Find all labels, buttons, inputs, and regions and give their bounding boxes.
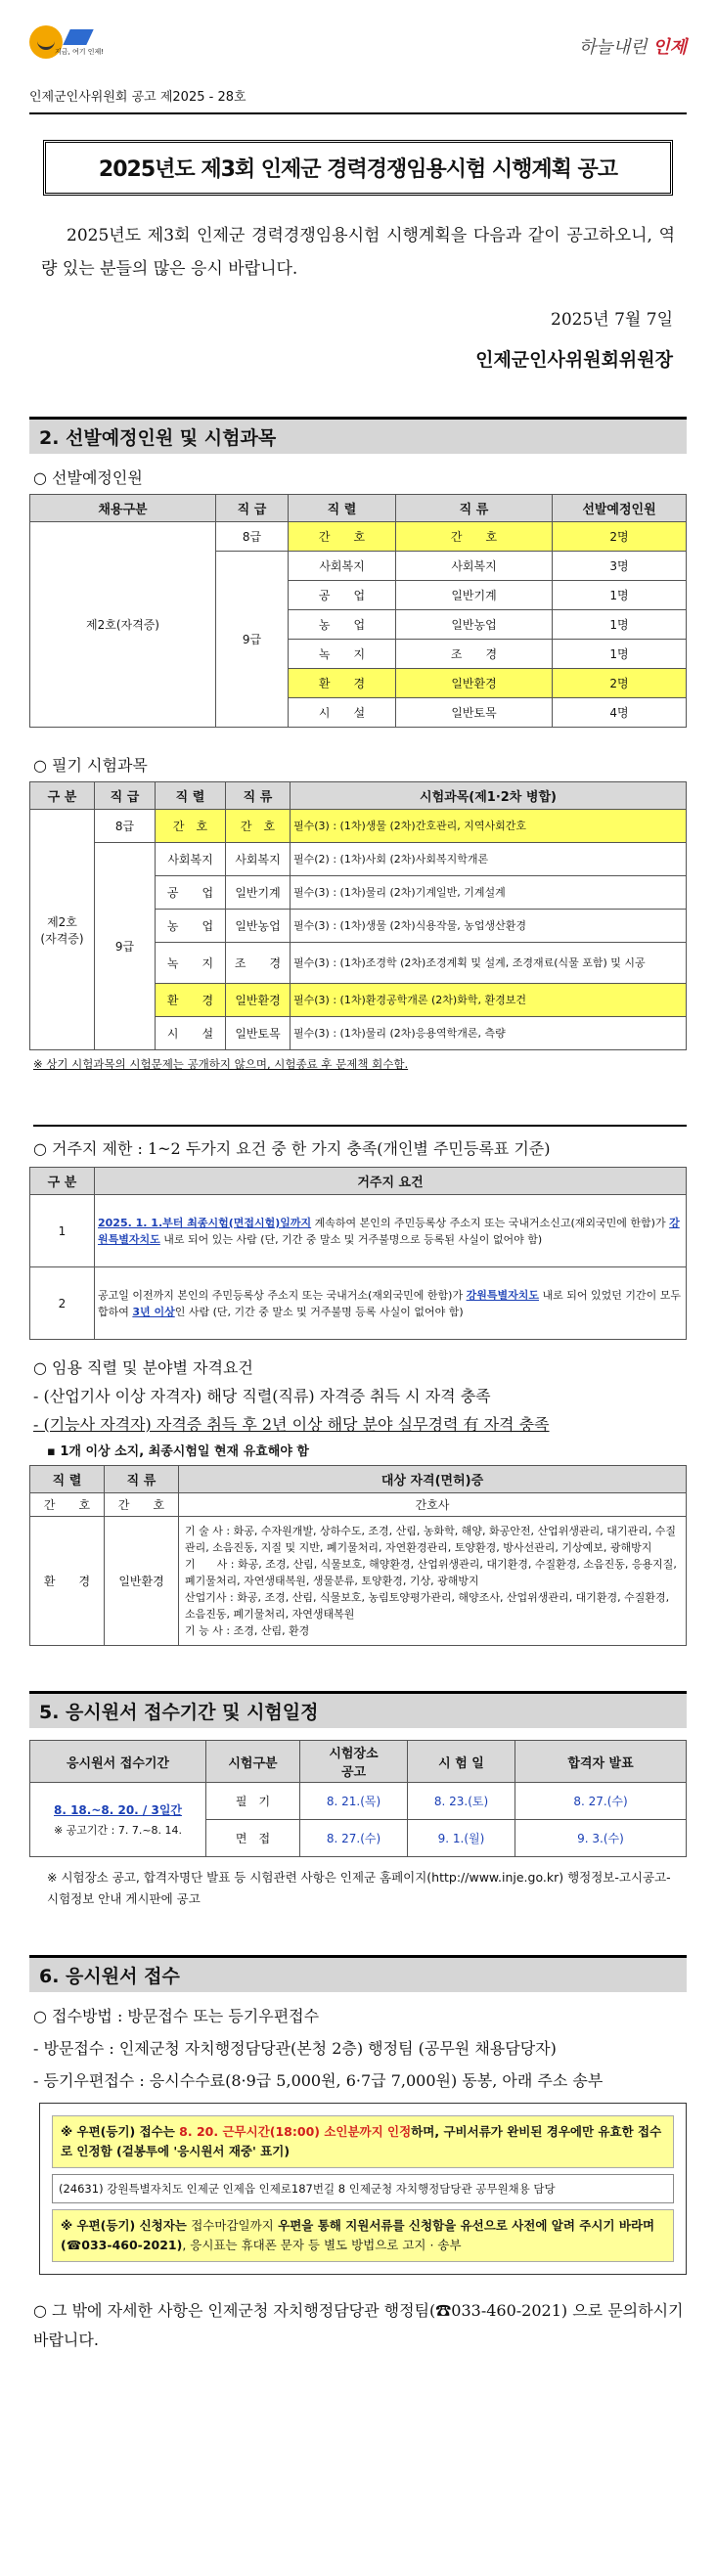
table-cell: 일반토목 — [226, 1017, 291, 1050]
table-header: 직 급 — [95, 782, 156, 810]
mail-contact-note — [52, 2209, 674, 2262]
table-cell: 제2호(자격증) — [30, 522, 216, 728]
subjects-table — [29, 781, 687, 1050]
table-cell: 1 — [30, 1195, 95, 1267]
table-cell: 간 호 — [30, 1493, 105, 1517]
table-cell: 일반환경 — [226, 984, 291, 1017]
table-cell: 필수(3) : (1차)생물 (2차)간호관리, 지역사회간호 — [291, 810, 687, 843]
table-cell: 일반토목 — [396, 698, 553, 728]
text: 접수마감일까지 — [191, 2218, 274, 2233]
table-header: 직 렬 — [289, 495, 396, 522]
table-header: 직 류 — [105, 1466, 179, 1493]
intro-text: 2025년도 제3회 인제군 경력경쟁임용시험 시행계획을 다음과 같이 공고하오니, 역량 있는 분들의 많은 응시 바랍니다. — [41, 226, 675, 279]
table-cell — [179, 1517, 687, 1646]
cert-line: 산업기사 : 화공, 조경, 산림, 식물보호, 농림토양평가관리, 해양조사, 산업위생관리, 대기환경, 수질환경, 소음진동, 폐기물처리, 자연생태복원 — [185, 1591, 670, 1621]
table-cell: 일반환경 — [396, 669, 553, 698]
date-range: 2025. 1. 1.부터 최종시험(면접시험)일까지 — [98, 1216, 312, 1229]
mail-notice-box — [39, 2103, 687, 2275]
table-cell: 농 업 — [289, 610, 396, 640]
table-header: 대상 자격(면허)증 — [179, 1466, 687, 1493]
table-cell: 간 호 — [105, 1493, 179, 1517]
table-cell: 환 경 — [156, 984, 226, 1017]
table-cell: 사회복지 — [289, 552, 396, 581]
notice-number: 인제군인사위원회 공고 제2025 - 28호 — [29, 86, 687, 114]
table-cell: 2명 — [553, 669, 687, 698]
letterhead — [29, 0, 687, 61]
table-cell: 조 경 — [226, 943, 291, 984]
mail-deadline-note — [52, 2115, 674, 2168]
apply-line: - 등기우편접수 : 응시수수료(8·9급 5,000원, 6·7급 7,000원) 동봉, 아래 주소 송부 — [33, 2071, 604, 2090]
region: 강원특별자치도 — [98, 1216, 680, 1246]
table-cell: 시 설 — [289, 698, 396, 728]
table-cell: 1명 — [553, 640, 687, 669]
qual-line: - (기능사 자격자) 자격증 취득 후 2년 이상 해당 분야 실무경력 有 자격 충족 — [33, 1415, 550, 1434]
text: 계속하여 본인의 주민등록상 주소지 또는 국내거소신고(재외국민에 한함)가 — [311, 1216, 670, 1229]
table-cell: 간 호 — [156, 810, 226, 843]
apply-line: ○ 접수방법 : 방문접수 또는 등기우편접수 — [33, 2007, 320, 2025]
cert-line: 기 사 : 화공, 조경, 산림, 식물보호, 해양환경, 산업위생관리, 대기환경, 수질환경, 소음진동, 응용지질, 폐기물처리, 자연생태복원, 생물분류, 토양환경, 기상, 광해방지 — [185, 1558, 677, 1587]
table-cell: 9. 1.(월) — [408, 1820, 515, 1857]
table-cell: 조 경 — [396, 640, 553, 669]
table-header: 직 류 — [396, 495, 553, 522]
table-header: 선발예정인원 — [553, 495, 687, 522]
section-heading: 5. 응시원서 접수기간 및 시험일정 — [29, 1691, 687, 1728]
table-header: 시 험 일 — [408, 1741, 515, 1783]
table-cell: 사회복지 — [396, 552, 553, 581]
table-cell: 일반농업 — [226, 910, 291, 943]
table-cell: 면 접 — [206, 1820, 300, 1857]
section-heading: 2. 선발예정인원 및 시험과목 — [29, 417, 687, 454]
table-cell — [95, 1195, 687, 1267]
table-cell: 사회복지 — [156, 843, 226, 876]
subheading: ○ 선발예정인원 — [33, 468, 143, 487]
table-cell: 사회복지 — [226, 843, 291, 876]
table-cell: 8. 23.(토) — [408, 1783, 515, 1820]
exam-note: ※ 상기 시험과목의 시험문제는 공개하지 않으며, 시험종료 후 문제책 회수함. — [33, 1057, 409, 1071]
schedule-note: ※ 시험장소 공고, 합격자명단 발표 등 시험관련 사항은 인제군 홈페이지(http://www.inje.go.kr) 행정정보-고시공고-시험정보 안내 게시판에 공고 — [47, 1870, 671, 1906]
cert-line: 기 술 사 : 화공, 수자원개발, 상하수도, 조경, 산림, 농화학, 해양, 화공안전, 산업위생관리, 대기관리, 수질관리, 소음진동, 지질 및 지반, 폐기물처리, 자연환경관리, 토양환경, 방사선관리, 기상예보, 광해방지 — [185, 1525, 677, 1554]
table-cell: 2 — [30, 1267, 95, 1340]
table-cell: 필수(3) : (1차)생물 (2차)식용작물, 농업생산환경 — [291, 910, 687, 943]
text: 인 사람 (단, 기간 중 말소 및 거주불명 등록 사실이 없어야 함) — [174, 1305, 464, 1318]
table-header: 거주지 요건 — [95, 1168, 687, 1195]
table-header: 시험장소 공고 — [300, 1741, 408, 1783]
qual-line: - (산업기사 이상 자격자) 해당 직렬(직류) 자격증 취득 시 자격 충족 — [33, 1387, 491, 1405]
qual-bullet: ▪ 1개 이상 소지, 최종시험일 현재 유효해야 함 — [47, 1444, 309, 1459]
text: 내로 되어 있는 사람 (단, 기간 중 말소 및 거주불명으로 등록된 사실이 없어야 함) — [159, 1232, 543, 1246]
table-cell: 농 업 — [156, 910, 226, 943]
table-header: 직 렬 — [30, 1466, 105, 1493]
schedule-table — [29, 1740, 687, 1857]
table-cell: 간 호 — [289, 522, 396, 552]
table-cell: 8. 27.(수) — [300, 1820, 408, 1857]
text: 우편을 통해 지원서류를 신청함을 유선으로 사전에 알려 주시기 바라며(☎033-460-2021) — [61, 2218, 655, 2252]
closing-text: ○ 그 밖에 자세한 사항은 인제군청 자치행정담당관 행정팀(☎033-460-2021) 으로 문의하시기 바랍니다. — [33, 2301, 684, 2349]
table-cell: 8. 21.(목) — [300, 1783, 408, 1820]
deadline: 8. 20. 근무시간(18:00) 소인분까지 인정 — [179, 2124, 412, 2139]
text: 공고일 이전까지 본인의 주민등록상 주소지 또는 국내거소(재외국민에 한함)가 — [98, 1288, 467, 1302]
table-header: 채용구분 — [30, 495, 216, 522]
table-cell: 일반기계 — [396, 581, 553, 610]
table-cell: 4명 — [553, 698, 687, 728]
table-header: 합격자 발표 — [515, 1741, 687, 1783]
table-cell — [30, 1783, 206, 1857]
table-header: 시험과목(제1·2차 병합) — [291, 782, 687, 810]
section-heading: 6. 응시원서 접수 — [29, 1955, 687, 1992]
table-cell: 9급 — [95, 843, 156, 1050]
text: ※ 우편(등기) 접수는 — [61, 2124, 180, 2139]
table-cell: 8급 — [95, 810, 156, 843]
table-cell: 필수(3) : (1차)환경공학개론 (2차)화학, 환경보건 — [291, 984, 687, 1017]
table-cell: 9급 — [216, 552, 289, 728]
table-cell: 환 경 — [30, 1517, 105, 1646]
table-header: 구 분 — [30, 1168, 95, 1195]
table-cell: 간호사 — [179, 1493, 687, 1517]
table-header: 시험구분 — [206, 1741, 300, 1783]
table-cell: 1명 — [553, 610, 687, 640]
subheading: ○ 필기 시험과목 — [33, 756, 148, 775]
subheading: ○ 임용 직렬 및 분야별 자격요건 — [33, 1358, 253, 1377]
issuer: 인제군인사위원회위원장 — [475, 349, 673, 371]
table-cell: 필수(3) : (1차)물리 (2차)응용역학개론, 측량 — [291, 1017, 687, 1050]
page-title: 2025년도 제3회 인제군 경력경쟁임용시험 시행계획 공고 — [43, 140, 673, 196]
table-cell: 간 호 — [396, 522, 553, 552]
table-cell: 녹 지 — [156, 943, 226, 984]
table-cell: 필수(3) : (1차)조경학 (2차)조경계획 및 설계, 조경재료(식물 포함) 및 시공 — [291, 943, 687, 984]
table-cell: 필수(3) : (1차)물리 (2차)기계일반, 기계설계 — [291, 876, 687, 910]
text: ※ 우편(등기) 신청자는 — [61, 2218, 192, 2233]
table-header: 응시원서 접수기간 — [30, 1741, 206, 1783]
table-cell: 녹 지 — [289, 640, 396, 669]
apply-line: - 방문접수 : 인제군청 자치행정담당관(본청 2층) 행정팀 (공무원 채용담당자) — [33, 2039, 557, 2058]
table-cell: 일반농업 — [396, 610, 553, 640]
table-cell: 8. 27.(수) — [515, 1783, 687, 1820]
table-cell: 일반환경 — [105, 1517, 179, 1646]
notice-date: 2025년 7월 7일 — [551, 310, 673, 330]
table-header: 직 류 — [226, 782, 291, 810]
table-cell: 환 경 — [289, 669, 396, 698]
qualification-table — [29, 1465, 687, 1646]
recruitment-table — [29, 494, 687, 728]
table-cell: 제2호 (자격증) — [30, 810, 95, 1050]
cert-line: 기 능 사 : 조경, 산림, 환경 — [185, 1624, 310, 1637]
wing-icon — [63, 29, 93, 45]
brand-signature: 하늘내린 인제 — [578, 37, 687, 58]
table-header: 직 렬 — [156, 782, 226, 810]
text: 내로 되어 있었던 기간이 모두 합하여 — [98, 1288, 681, 1318]
text: , 응시표는 휴대폰 문자 등 별도 방법으로 고지 · 송부 — [182, 2238, 462, 2252]
table-cell: 9. 3.(수) — [515, 1820, 687, 1857]
table-cell: 필수(2) : (1차)사회 (2차)사회복지학개론 — [291, 843, 687, 876]
table-header: 직 급 — [216, 495, 289, 522]
table-cell: 시 설 — [156, 1017, 226, 1050]
region: 강원특별자치도 — [466, 1288, 539, 1302]
table-cell: 공 업 — [156, 876, 226, 910]
period: 8. 18.~8. 20. / 3일간 — [53, 1803, 182, 1817]
table-header: 구 분 — [30, 782, 95, 810]
table-cell: 일반기계 — [226, 876, 291, 910]
residence-table — [29, 1167, 687, 1340]
logo-slogan: 지금, 여기 인제! — [55, 48, 105, 56]
subheading: ○ 거주지 제한 : 1~2 두가지 요건 중 한 가지 충족(개인별 주민등록표 기준) — [33, 1125, 687, 1159]
mail-address: (24631) 강원특별자치도 인제군 인제읍 인제로187번길 8 인제군청 자치행정담당관 공무원채용 담당 — [52, 2174, 674, 2203]
table-cell: 2명 — [553, 522, 687, 552]
duration: 3년 이상 — [132, 1305, 175, 1318]
table-cell: 3명 — [553, 552, 687, 581]
text: 하며, 구비서류가 완비된 경우에만 유효한 접수로 인정함 (겉봉투에 '응시원서 재중' 표기) — [61, 2124, 662, 2158]
table-cell: 공 업 — [289, 581, 396, 610]
period-note: ※ 공고기간 : 7. 7.~8. 14. — [53, 1824, 183, 1837]
table-cell: 필 기 — [206, 1783, 300, 1820]
table-cell: 간 호 — [226, 810, 291, 843]
table-cell: 8급 — [216, 522, 289, 552]
table-cell: 1명 — [553, 581, 687, 610]
table-cell — [95, 1267, 687, 1340]
